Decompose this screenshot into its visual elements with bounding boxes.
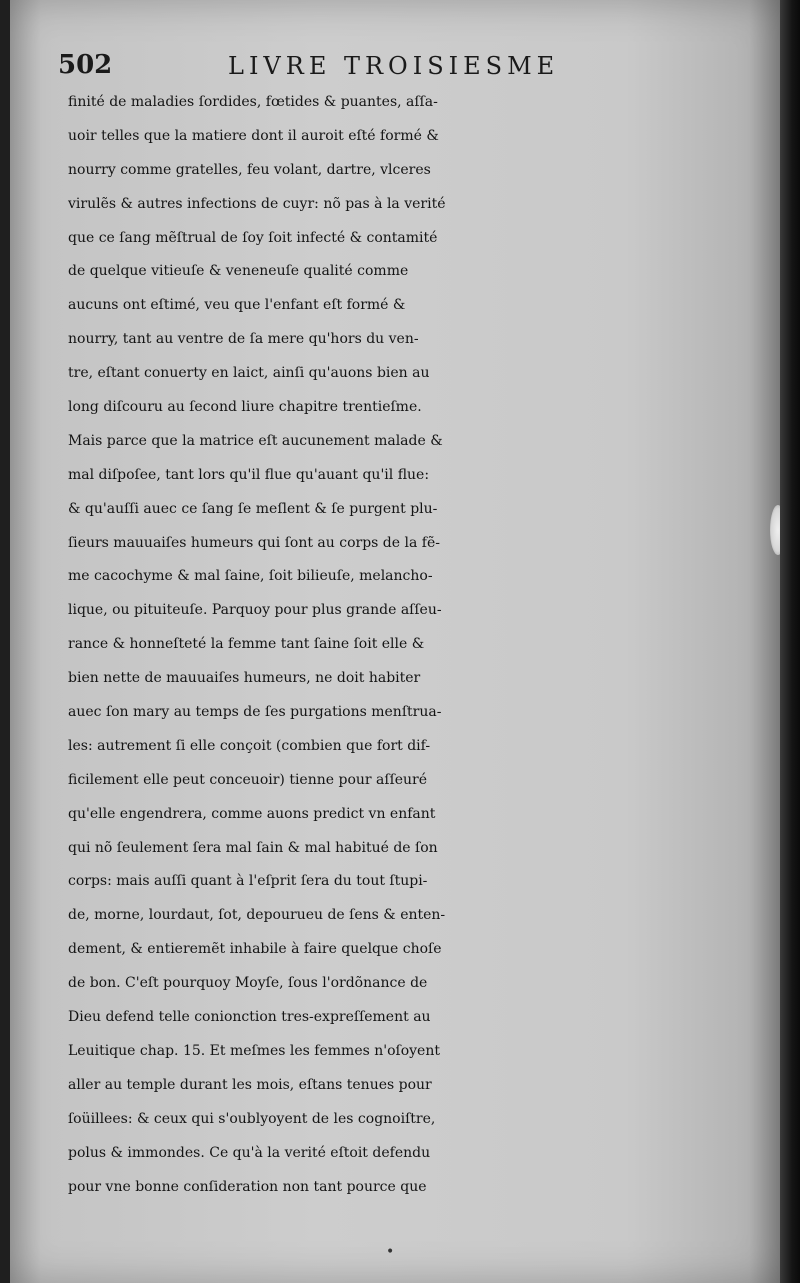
text-line: finité de maladies ſordides, fœtides & puantes, aſſa- (68, 94, 438, 110)
text-line: Dieu defend telle conionction tres-expreſſement au (68, 1009, 431, 1026)
book-spine-edge (780, 0, 800, 1283)
text-line: corps: mais auſſi quant à l'eſprit ſera du tout ſtupi- (68, 873, 428, 890)
text-line: pour vne bonne conſideration non tant pource que (68, 1178, 427, 1195)
text-line: les: autrement ſi elle conçoit (combien que fort dif- (68, 737, 431, 754)
text-line: Mais parce que la matrice eſt aucunement malade & (68, 432, 443, 449)
text-line: long diſcouru au ſecond liure chapitre trentieſme. (68, 399, 422, 416)
text-line: ficilement elle peut conceuoir) tienne pour aſſeuré (68, 771, 428, 788)
text-line: que ce ſang mẽſtrual de ſoy ſoit infecté & contamité (68, 229, 438, 246)
text-line: de, morne, lourdaut, ſot, depourueu de ſens & enten- (68, 907, 446, 924)
text-line: & qu'auſſi auec ce ſang ſe meſlent & ſe purgent plu- (68, 500, 438, 517)
text-line: de bon. C'eſt pourquoy Moyſe, ſous l'ordõnance de (68, 975, 428, 992)
text-line: ſieurs mauuaiſes humeurs qui ſont au corps de la fẽ- (68, 534, 440, 551)
text-line: auec ſon mary au temps de ſes purgations menſtrua- (68, 704, 442, 721)
text-line: virulẽs & autres infections de cuyr: nõ pas à la verité (68, 195, 446, 212)
text-line: dement, & entieremẽt inhabile à faire quelque choſe (68, 941, 442, 958)
bottom-dot-ornament: • (386, 1244, 395, 1260)
text-line: nourry, tant au ventre de ſa mere qu'hors du ven- (68, 331, 419, 348)
text-line: qu'elle engendrera, comme auons predict vn enfant (68, 805, 436, 822)
page-header (58, 50, 618, 84)
book-page (10, 0, 780, 1283)
text-line: nourry comme gratelles, feu volant, dartre, vlceres (68, 161, 431, 178)
text-line: rance & honneſteté la femme tant ſaine ſoit elle & (68, 636, 425, 653)
text-line: uoir telles que la matiere dont il auroit eſté formé & (68, 127, 439, 144)
text-line: Leuitique chap. 15. Et meſmes les femmes n'oſoyent (68, 1042, 440, 1059)
text-line: ſoüillees: & ceux qui s'oublyoyent de les cognoiſtre, (68, 1110, 436, 1127)
text-line: aucuns ont eſtimé, veu que l'enfant eſt formé & (68, 297, 406, 314)
text-line: tre, eſtant conuerty en laict, ainſi qu'auons bien au (68, 365, 430, 382)
page-number: 502 (58, 50, 113, 80)
text-line: lique, ou pituiteuſe. Parquoy pour plus grande aſſeu- (68, 602, 442, 619)
text-line: mal diſpoſee, tant lors qu'il flue qu'auant qu'il flue: (68, 466, 430, 483)
text-line: qui nõ ſeulement ſera mal ſain & mal habitué de ſon (68, 839, 438, 856)
text-line: aller au temple durant les mois, eſtans tenues pour (68, 1076, 432, 1093)
text-line: de quelque vitieuſe & veneneuſe qualité comme (68, 263, 409, 280)
text-line: bien nette de mauuaiſes humeurs, ne doit habiter (68, 670, 421, 687)
text-line: polus & immondes. Ce qu'à la verité eſtoit defendu (68, 1144, 431, 1161)
running-title: LIVRE TROISIESME (228, 52, 560, 80)
body-text (68, 86, 778, 1204)
text-line: me cacochyme & mal ſaine, ſoit bilieuſe, melancho- (68, 568, 433, 585)
